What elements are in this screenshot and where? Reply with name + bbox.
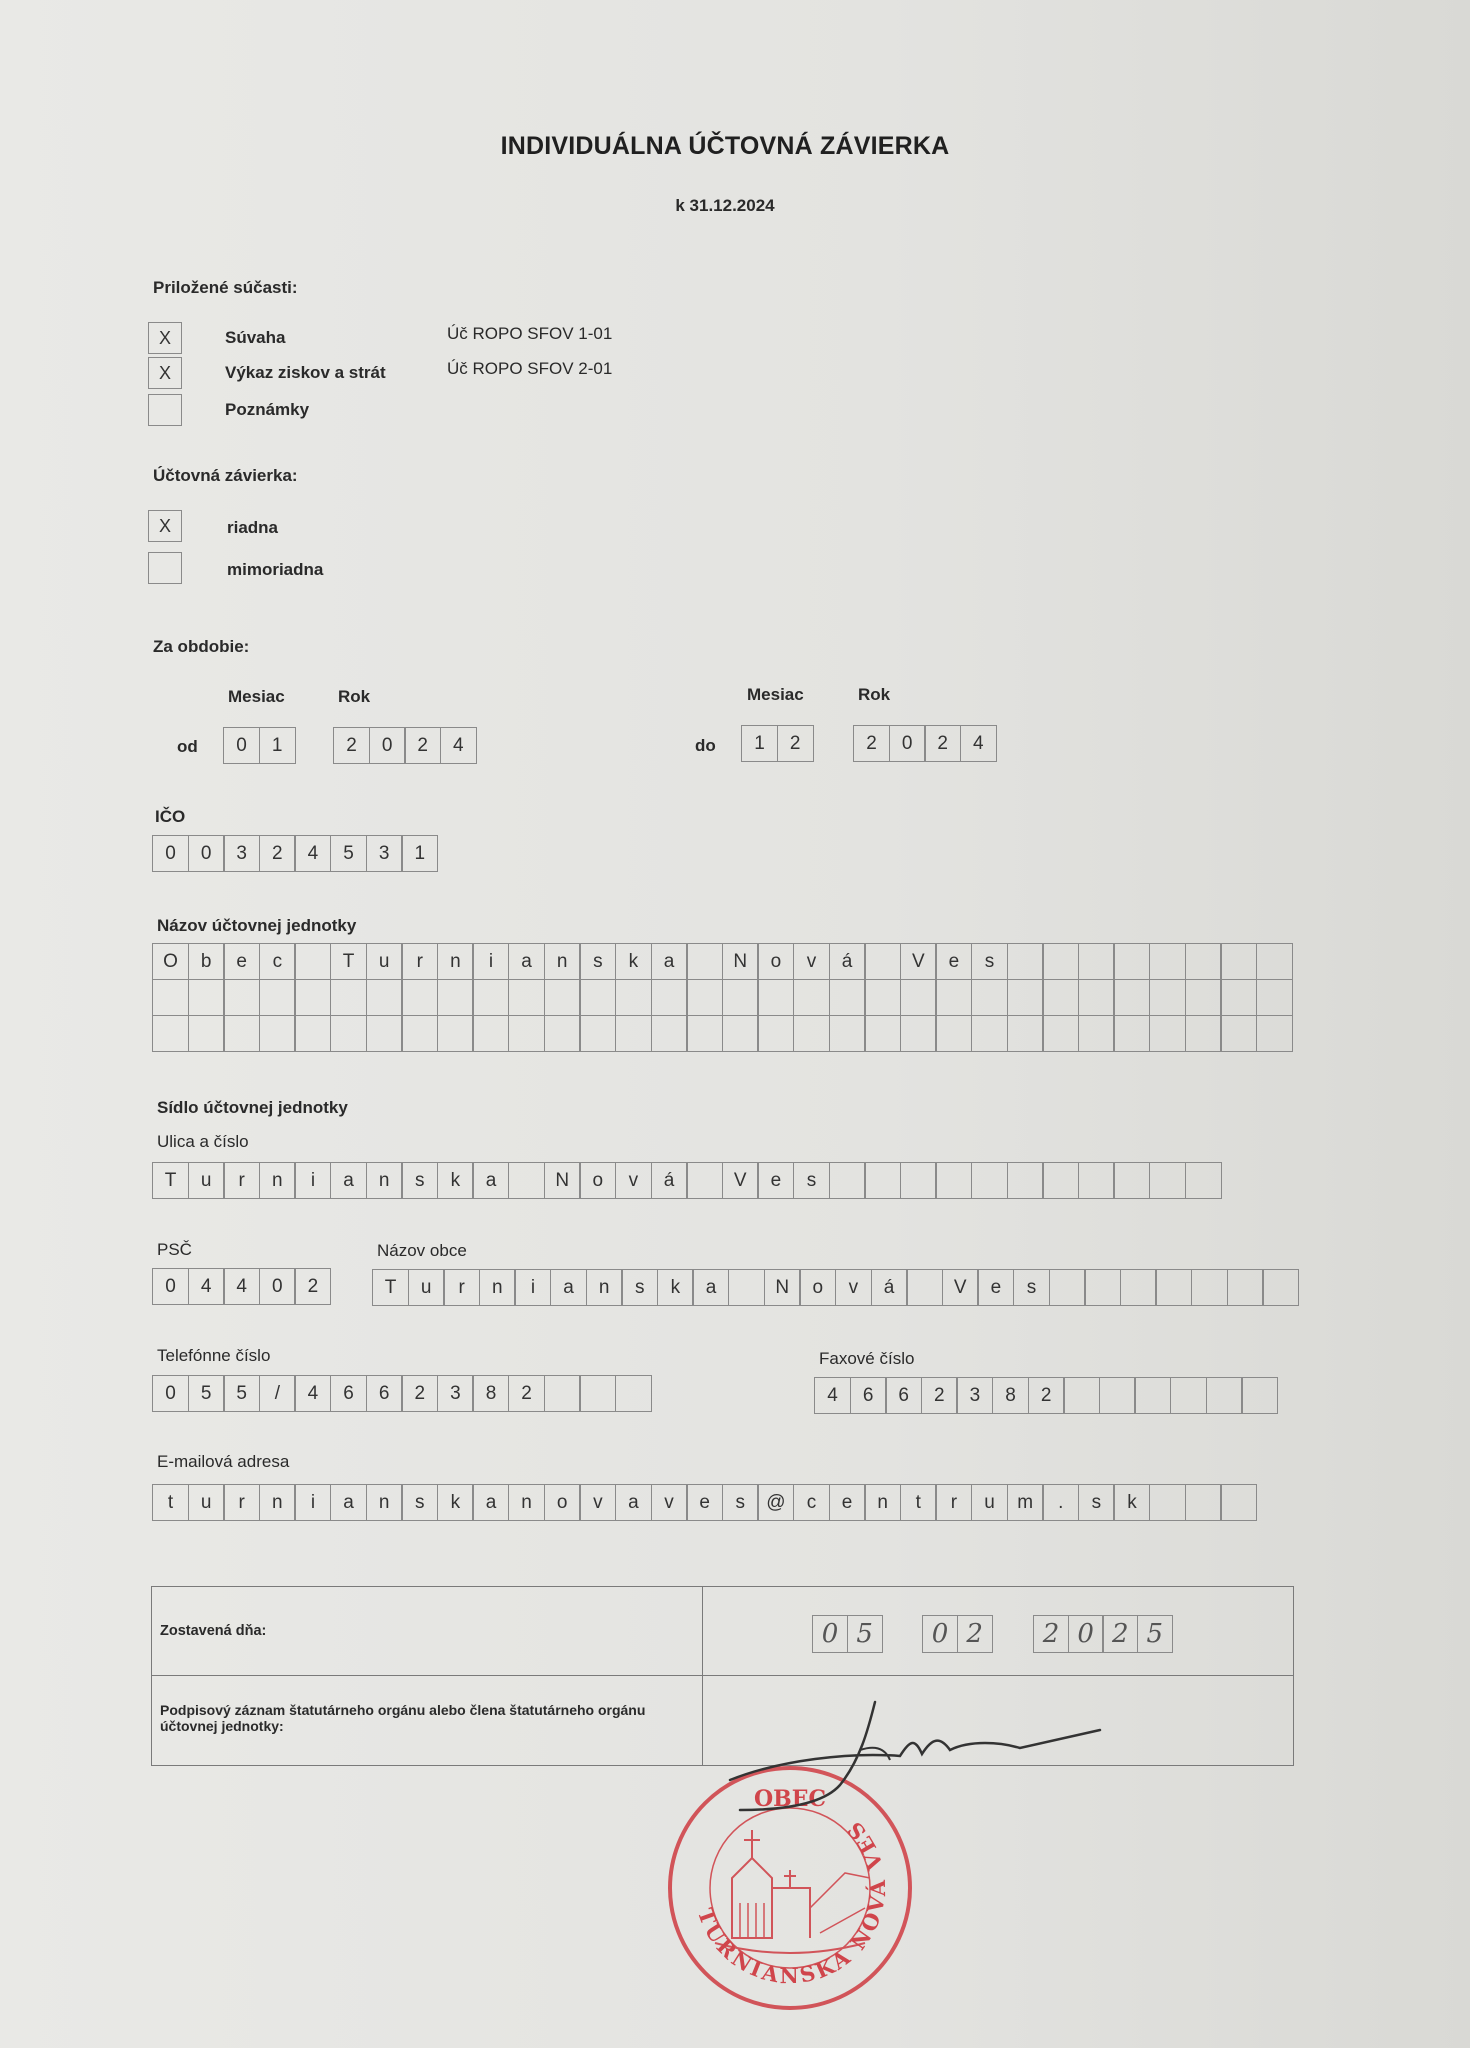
- char-cell: k: [657, 1269, 694, 1306]
- char-cell: [1185, 1484, 1222, 1521]
- char-cell: n: [437, 943, 474, 980]
- attachment-code: Úč ROPO SFOV 2-01: [447, 359, 613, 378]
- char-cell: 0: [152, 1375, 189, 1412]
- char-cell: v: [793, 943, 830, 980]
- char-cell: o: [799, 1269, 836, 1306]
- char-cell: [472, 1015, 509, 1052]
- to-year-label: Rok: [858, 685, 891, 704]
- char-cell: [900, 1162, 937, 1199]
- char-cell: s: [1013, 1269, 1050, 1306]
- char-cell: á: [829, 943, 866, 980]
- char-cell: [906, 1269, 943, 1306]
- char-cell: [864, 943, 901, 980]
- char-cell: [615, 979, 652, 1016]
- char-cell: 2: [924, 725, 961, 762]
- char-cell: 8: [992, 1377, 1029, 1414]
- handwritten-signature: [700, 1690, 1120, 1820]
- char-cell: [1007, 979, 1044, 1016]
- char-cell: [1113, 1162, 1150, 1199]
- char-cell: O: [152, 943, 189, 980]
- from-month-label: Mesiac: [228, 687, 285, 706]
- char-cell: [544, 1015, 581, 1052]
- char-cell: [1149, 1015, 1186, 1052]
- char-cell: t: [152, 1484, 189, 1521]
- char-cell: [223, 979, 260, 1016]
- char-cell: s: [579, 943, 616, 980]
- char-cell: 1: [401, 835, 438, 872]
- char-cell: n: [366, 1162, 403, 1199]
- to-month-label: Mesiac: [747, 685, 804, 704]
- char-cell: [1262, 1269, 1299, 1306]
- char-cell: s: [401, 1484, 438, 1521]
- char-cell: @: [757, 1484, 794, 1521]
- closing-type-name: riadna: [227, 518, 279, 537]
- char-cell: s: [722, 1484, 759, 1521]
- char-cell: T: [372, 1269, 409, 1306]
- char-cell: s: [401, 1162, 438, 1199]
- char-cell: [651, 1015, 688, 1052]
- char-cell: [757, 979, 794, 1016]
- char-cell: t: [900, 1484, 937, 1521]
- char-cell: N: [764, 1269, 801, 1306]
- char-cell: [294, 943, 331, 980]
- handwritten-digit: 0: [922, 1615, 958, 1653]
- char-cell: V: [900, 943, 937, 980]
- char-cell: 2: [508, 1375, 545, 1412]
- char-cell: [971, 1015, 1008, 1052]
- char-cell: [615, 1015, 652, 1052]
- char-cell: [971, 1162, 1008, 1199]
- closing-type-name: mimoriadna: [227, 560, 324, 579]
- char-cell: [1149, 979, 1186, 1016]
- char-cell: [1256, 1015, 1293, 1052]
- to-month-cells[interactable]: [741, 725, 814, 762]
- attachment-name: Poznámky: [225, 400, 310, 419]
- char-cell: e: [829, 1484, 866, 1521]
- char-cell: 6: [366, 1375, 403, 1412]
- attachment-name: Súvaha: [225, 328, 286, 347]
- char-cell: s: [1078, 1484, 1115, 1521]
- char-cell: [544, 979, 581, 1016]
- char-cell: 2: [853, 725, 890, 762]
- email-cells[interactable]: [152, 1484, 1257, 1521]
- entity-name-row-3[interactable]: [152, 1015, 1293, 1052]
- char-cell: i: [472, 943, 509, 980]
- attachment-checkbox[interactable]: X: [148, 357, 182, 389]
- char-cell: a: [508, 943, 545, 980]
- char-cell: [1063, 1377, 1100, 1414]
- attachments-label: Priložené súčasti:: [153, 278, 298, 297]
- document-title: INDIVIDUÁLNA ÚČTOVNÁ ZÁVIERKA: [500, 132, 950, 160]
- char-cell: N: [722, 943, 759, 980]
- char-cell: [1206, 1377, 1243, 1414]
- char-cell: e: [935, 943, 972, 980]
- char-cell: e: [686, 1484, 723, 1521]
- char-cell: 4: [294, 835, 331, 872]
- ico-label: IČO: [155, 807, 186, 826]
- char-cell: s: [621, 1269, 658, 1306]
- from-label: od: [177, 737, 198, 756]
- char-cell: [1256, 979, 1293, 1016]
- char-cell: n: [864, 1484, 901, 1521]
- char-cell: [829, 979, 866, 1016]
- char-cell: N: [544, 1162, 581, 1199]
- stamp-top-text: OBEC: [753, 1786, 827, 1812]
- char-cell: 3: [956, 1377, 993, 1414]
- char-cell: /: [259, 1375, 296, 1412]
- char-cell: [152, 1015, 189, 1052]
- char-cell: k: [1113, 1484, 1150, 1521]
- char-cell: [401, 1015, 438, 1052]
- fax-cells[interactable]: [814, 1377, 1278, 1414]
- city-cells[interactable]: [372, 1269, 1299, 1306]
- char-cell: [508, 979, 545, 1016]
- char-cell: [1120, 1269, 1157, 1306]
- char-cell: 0: [188, 835, 225, 872]
- char-cell: [1042, 1015, 1079, 1052]
- char-cell: u: [366, 943, 403, 980]
- closing-type-label: Účtovná závierka:: [153, 466, 298, 485]
- char-cell: [900, 979, 937, 1016]
- char-cell: [793, 1015, 830, 1052]
- char-cell: 2: [259, 835, 296, 872]
- from-year-label: Rok: [338, 687, 371, 706]
- char-cell: e: [223, 943, 260, 980]
- char-cell: 0: [259, 1268, 296, 1305]
- char-cell: [1185, 1162, 1222, 1199]
- char-cell: 8: [472, 1375, 509, 1412]
- char-cell: [1256, 943, 1293, 980]
- char-cell: r: [223, 1484, 260, 1521]
- char-cell: [935, 1015, 972, 1052]
- char-cell: [1149, 1162, 1186, 1199]
- char-cell: 2: [777, 725, 814, 762]
- char-cell: [294, 1015, 331, 1052]
- char-cell: 3: [437, 1375, 474, 1412]
- entity-name-row-2[interactable]: [152, 979, 1293, 1016]
- char-cell: V: [942, 1269, 979, 1306]
- char-cell: v: [651, 1484, 688, 1521]
- char-cell: [864, 979, 901, 1016]
- char-cell: 0: [152, 835, 189, 872]
- char-cell: [829, 1162, 866, 1199]
- char-cell: [188, 979, 225, 1016]
- compiled-year[interactable]: [1033, 1615, 1173, 1653]
- char-cell: [793, 979, 830, 1016]
- char-cell: [1113, 979, 1150, 1016]
- char-cell: n: [586, 1269, 623, 1306]
- char-cell: [259, 979, 296, 1016]
- char-cell: [508, 1015, 545, 1052]
- char-cell: [728, 1269, 765, 1306]
- handwritten-digit: 5: [1137, 1615, 1173, 1653]
- char-cell: [1220, 943, 1257, 980]
- compiled-label: Zostavená dňa:: [160, 1623, 267, 1639]
- char-cell: [330, 979, 367, 1016]
- to-year-cells[interactable]: [853, 725, 997, 762]
- char-cell: [1220, 1015, 1257, 1052]
- char-cell: [1042, 1162, 1079, 1199]
- char-cell: [1185, 979, 1222, 1016]
- char-cell: 0: [889, 725, 926, 762]
- char-cell: m: [1007, 1484, 1044, 1521]
- char-cell: n: [259, 1484, 296, 1521]
- char-cell: a: [651, 943, 688, 980]
- from-month-cells[interactable]: [223, 727, 296, 764]
- char-cell: a: [330, 1484, 367, 1521]
- char-cell: r: [401, 943, 438, 980]
- char-cell: T: [330, 943, 367, 980]
- compiled-day[interactable]: [812, 1615, 883, 1653]
- char-cell: [508, 1162, 545, 1199]
- char-cell: [579, 979, 616, 1016]
- char-cell: n: [259, 1162, 296, 1199]
- char-cell: 5: [330, 835, 367, 872]
- handwritten-digit: 0: [812, 1615, 848, 1653]
- char-cell: [259, 1015, 296, 1052]
- street-cells[interactable]: [152, 1162, 1222, 1199]
- char-cell: 1: [259, 727, 296, 764]
- char-cell: u: [188, 1162, 225, 1199]
- char-cell: [437, 1015, 474, 1052]
- from-year-cells[interactable]: [333, 727, 477, 764]
- char-cell: 4: [188, 1268, 225, 1305]
- char-cell: 3: [223, 835, 260, 872]
- svg-text:TURNIANSKA NOVÁ VES: [693, 1815, 890, 1988]
- char-cell: [935, 979, 972, 1016]
- char-cell: u: [408, 1269, 445, 1306]
- entity-name-row-1[interactable]: [152, 943, 1293, 980]
- char-cell: 2: [294, 1268, 331, 1305]
- handwritten-digit: 2: [1102, 1615, 1138, 1653]
- char-cell: 0: [223, 727, 260, 764]
- sign-label: Podpisový záznam štatutárneho orgánu alebo člena štatutárneho orgánu účtovnej jednotky:: [160, 1702, 646, 1734]
- char-cell: 2: [404, 727, 441, 764]
- char-cell: V: [722, 1162, 759, 1199]
- char-cell: r: [935, 1484, 972, 1521]
- attachment-checkbox[interactable]: [148, 394, 182, 426]
- char-cell: [366, 979, 403, 1016]
- char-cell: 4: [440, 727, 477, 764]
- compiled-month[interactable]: [922, 1615, 993, 1653]
- char-cell: o: [579, 1162, 616, 1199]
- char-cell: a: [330, 1162, 367, 1199]
- char-cell: 5: [188, 1375, 225, 1412]
- char-cell: [651, 979, 688, 1016]
- char-cell: [971, 979, 1008, 1016]
- char-cell: [1113, 943, 1150, 980]
- char-cell: c: [259, 943, 296, 980]
- char-cell: i: [514, 1269, 551, 1306]
- char-cell: r: [443, 1269, 480, 1306]
- char-cell: 3: [366, 835, 403, 872]
- char-cell: [1241, 1377, 1278, 1414]
- char-cell: .: [1042, 1484, 1079, 1521]
- char-cell: [294, 979, 331, 1016]
- char-cell: 2: [401, 1375, 438, 1412]
- char-cell: [864, 1162, 901, 1199]
- attachment-checkbox[interactable]: X: [148, 322, 182, 354]
- char-cell: 6: [850, 1377, 887, 1414]
- char-cell: [1084, 1269, 1121, 1306]
- char-cell: [437, 979, 474, 1016]
- char-cell: [1227, 1269, 1264, 1306]
- char-cell: [686, 1015, 723, 1052]
- psc-cells[interactable]: [152, 1268, 331, 1305]
- char-cell: [900, 1015, 937, 1052]
- char-cell: a: [550, 1269, 587, 1306]
- char-cell: [1185, 1015, 1222, 1052]
- char-cell: [579, 1015, 616, 1052]
- handwritten-digit: 2: [957, 1615, 993, 1653]
- char-cell: 6: [885, 1377, 922, 1414]
- char-cell: a: [472, 1484, 509, 1521]
- char-cell: [757, 1015, 794, 1052]
- char-cell: 5: [223, 1375, 260, 1412]
- phone-cells[interactable]: [152, 1375, 652, 1412]
- char-cell: 4: [960, 725, 997, 762]
- char-cell: [1049, 1269, 1086, 1306]
- psc-label: PSČ: [157, 1240, 192, 1259]
- char-cell: 2: [921, 1377, 958, 1414]
- char-cell: 0: [152, 1268, 189, 1305]
- closing-type-checkbox[interactable]: X: [148, 510, 182, 542]
- char-cell: k: [615, 943, 652, 980]
- char-cell: [1042, 979, 1079, 1016]
- char-cell: [1099, 1377, 1136, 1414]
- email-label: E-mailová adresa: [157, 1452, 290, 1471]
- char-cell: i: [294, 1484, 331, 1521]
- char-cell: [686, 943, 723, 980]
- to-label: do: [695, 736, 716, 755]
- char-cell: o: [757, 943, 794, 980]
- char-cell: [1007, 1015, 1044, 1052]
- char-cell: 4: [814, 1377, 851, 1414]
- char-cell: T: [152, 1162, 189, 1199]
- char-cell: c: [793, 1484, 830, 1521]
- char-cell: [1007, 943, 1044, 980]
- char-cell: [1007, 1162, 1044, 1199]
- stamp-ring-text: TURNIANSKA NOVÁ VES: [692, 1814, 891, 1989]
- char-cell: i: [294, 1162, 331, 1199]
- street-label: Ulica a číslo: [157, 1132, 249, 1151]
- char-cell: v: [835, 1269, 872, 1306]
- char-cell: 4: [223, 1268, 260, 1305]
- char-cell: [686, 1162, 723, 1199]
- char-cell: n: [479, 1269, 516, 1306]
- char-cell: [1078, 943, 1115, 980]
- char-cell: [864, 1015, 901, 1052]
- char-cell: [1220, 979, 1257, 1016]
- char-cell: a: [692, 1269, 729, 1306]
- char-cell: [615, 1375, 652, 1412]
- char-cell: [935, 1162, 972, 1199]
- char-cell: n: [508, 1484, 545, 1521]
- char-cell: á: [651, 1162, 688, 1199]
- fax-label: Faxové číslo: [819, 1349, 915, 1368]
- char-cell: k: [437, 1162, 474, 1199]
- char-cell: u: [188, 1484, 225, 1521]
- char-cell: u: [971, 1484, 1008, 1521]
- char-cell: [188, 1015, 225, 1052]
- char-cell: n: [366, 1484, 403, 1521]
- char-cell: 2: [333, 727, 370, 764]
- char-cell: v: [615, 1162, 652, 1199]
- seat-label: Sídlo účtovnej jednotky: [157, 1098, 348, 1117]
- handwritten-digit: 5: [847, 1615, 883, 1653]
- char-cell: [829, 1015, 866, 1052]
- char-cell: n: [544, 943, 581, 980]
- char-cell: 4: [294, 1375, 331, 1412]
- char-cell: [1155, 1269, 1192, 1306]
- char-cell: [152, 979, 189, 1016]
- period-label: Za obdobie:: [153, 637, 250, 656]
- handwritten-digit: 2: [1033, 1615, 1069, 1653]
- char-cell: [1149, 943, 1186, 980]
- city-label: Názov obce: [377, 1241, 467, 1260]
- closing-type-checkbox[interactable]: [148, 552, 182, 584]
- char-cell: b: [188, 943, 225, 980]
- char-cell: [1078, 1015, 1115, 1052]
- char-cell: o: [544, 1484, 581, 1521]
- attachment-name: Výkaz ziskov a strát: [225, 363, 386, 382]
- phone-label: Telefónne číslo: [157, 1346, 271, 1365]
- char-cell: [722, 979, 759, 1016]
- char-cell: [1078, 979, 1115, 1016]
- char-cell: [1134, 1377, 1171, 1414]
- char-cell: á: [871, 1269, 908, 1306]
- char-cell: [1149, 1484, 1186, 1521]
- handwritten-digit: 0: [1068, 1615, 1104, 1653]
- char-cell: [366, 1015, 403, 1052]
- document-date: k 31.12.2024: [675, 196, 775, 215]
- char-cell: a: [472, 1162, 509, 1199]
- entity-name-label: Názov účtovnej jednotky: [157, 916, 357, 935]
- char-cell: e: [977, 1269, 1014, 1306]
- char-cell: [686, 979, 723, 1016]
- char-cell: [1113, 1015, 1150, 1052]
- ico-cells[interactable]: [152, 835, 438, 872]
- char-cell: [1170, 1377, 1207, 1414]
- char-cell: k: [437, 1484, 474, 1521]
- char-cell: e: [757, 1162, 794, 1199]
- char-cell: s: [793, 1162, 830, 1199]
- char-cell: s: [971, 943, 1008, 980]
- char-cell: 2: [1028, 1377, 1065, 1414]
- char-cell: [1042, 943, 1079, 980]
- char-cell: v: [579, 1484, 616, 1521]
- char-cell: 1: [741, 725, 778, 762]
- char-cell: [1078, 1162, 1115, 1199]
- char-cell: 6: [330, 1375, 367, 1412]
- char-cell: a: [615, 1484, 652, 1521]
- attachment-code: Úč ROPO SFOV 1-01: [447, 324, 613, 343]
- char-cell: [1220, 1484, 1257, 1521]
- char-cell: [544, 1375, 581, 1412]
- char-cell: [472, 979, 509, 1016]
- char-cell: [1185, 943, 1222, 980]
- char-cell: [1191, 1269, 1228, 1306]
- char-cell: [401, 979, 438, 1016]
- char-cell: [722, 1015, 759, 1052]
- char-cell: [579, 1375, 616, 1412]
- char-cell: [223, 1015, 260, 1052]
- char-cell: [330, 1015, 367, 1052]
- char-cell: 0: [369, 727, 406, 764]
- char-cell: r: [223, 1162, 260, 1199]
